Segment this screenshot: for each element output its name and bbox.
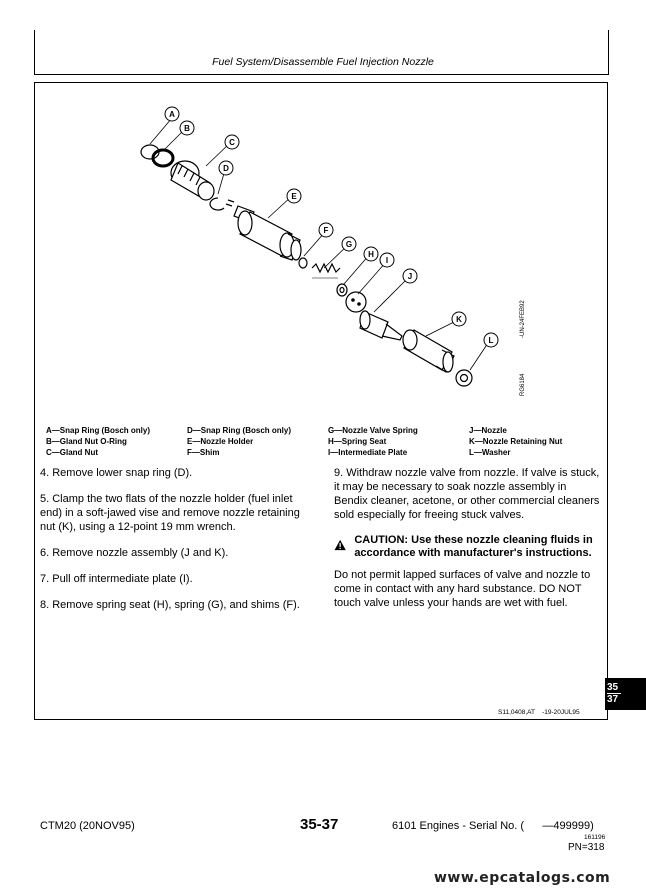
- legend-col-2: [187, 425, 291, 458]
- part-k-retaining-nut: [403, 330, 454, 372]
- section-tab: [605, 678, 646, 710]
- footer-manual-code: CTM20 (20NOV95): [40, 820, 135, 832]
- caution-text: CAUTION: Use these nozzle cleaning fluids in accordance with manufacturer's instructions.: [354, 534, 593, 559]
- legend-col-1: [46, 425, 150, 458]
- svg-text:E: E: [291, 192, 297, 201]
- legend-col-3: [328, 425, 418, 458]
- footer-page-number: 35-37: [300, 816, 339, 833]
- footer-code: 161196: [584, 834, 606, 841]
- header-rule: [34, 74, 609, 75]
- website-watermark[interactable]: www.epcatalogs.com: [434, 870, 611, 886]
- legend-item: C—Gland Nut: [46, 448, 98, 457]
- legend-col-4: [469, 425, 562, 458]
- step-7: 7. Pull off intermediate plate (I).: [40, 573, 193, 585]
- part-c-gland-nut: [171, 161, 214, 200]
- svg-text:L: L: [488, 336, 494, 345]
- panel-code: S11,0408,AT -19-20JUL95: [498, 709, 580, 716]
- figure-ref-date: -UN-24FEB92: [520, 300, 526, 338]
- legend-item: J—Nozzle: [469, 426, 507, 435]
- exploded-nozzle-diagram: [120, 100, 540, 410]
- legend-item: B—Gland Nut O-Ring: [46, 437, 127, 446]
- legend-item: K—Nozzle Retaining Nut: [469, 437, 563, 446]
- svg-text:B: B: [184, 124, 190, 133]
- section-title: Fuel System/Disassemble Fuel Injection Nozzle: [212, 56, 434, 68]
- callout-i: [380, 253, 394, 267]
- warning-triangle-icon: [334, 534, 346, 556]
- svg-text:C: C: [229, 138, 235, 147]
- figure-ref-code: RG6184: [520, 373, 526, 396]
- callout-f: [319, 223, 333, 237]
- part-h-spring-seat: [337, 284, 347, 296]
- legend-item: H—Spring Seat: [328, 437, 387, 446]
- svg-text:G: G: [345, 240, 353, 249]
- legend-item: E—Nozzle Holder: [187, 437, 254, 446]
- footer-engine-serial: 6101 Engines - Serial No. ( —499999): [392, 820, 594, 832]
- callout-d: [219, 161, 233, 175]
- left-steps: [40, 466, 315, 624]
- step-6: 6. Remove nozzle assembly (J and K).: [40, 547, 229, 559]
- step-4: 4. Remove lower snap ring (D).: [40, 467, 193, 479]
- callout-l: [484, 333, 498, 347]
- fuel-note: Do not permit lapped surfaces of valve and nozzle to come in contact with any hard substance. DO NOT touch valve unless your hands are wet with fuel.: [334, 569, 591, 609]
- tab-section-number: 35: [607, 682, 621, 694]
- part-j-nozzle: [360, 311, 402, 340]
- svg-text:F: F: [323, 226, 329, 235]
- callout-g: [342, 237, 356, 251]
- part-l-washer: [456, 370, 472, 386]
- part-i-intermediate-plate: [346, 292, 366, 312]
- part-b-oring: [153, 150, 173, 166]
- svg-text:J: J: [407, 272, 413, 281]
- step-5: 5. Clamp the two flats of the nozzle holder (fuel inlet end) in a soft-jawed vise and remove nozzle retaining nut (K), using a 12-point 19 mm wrench.: [40, 493, 300, 533]
- caution-block: [334, 534, 600, 560]
- legend-item: F—Shim: [187, 448, 220, 457]
- callout-c: [225, 135, 239, 149]
- legend-item: I—Intermediate Plate: [328, 448, 408, 457]
- part-f-shim: [299, 258, 307, 268]
- legend-item: A—Snap Ring (Bosch only): [46, 426, 150, 435]
- part-e-nozzle-holder: [226, 200, 301, 260]
- legend-item: G—Nozzle Valve Spring: [328, 426, 418, 435]
- tab-page-number: 37: [607, 694, 619, 705]
- callout-h: [364, 247, 378, 261]
- svg-text:I: I: [385, 256, 389, 265]
- svg-text:K: K: [456, 315, 462, 324]
- callout-b: [180, 121, 194, 135]
- legend-item: L—Washer: [469, 448, 511, 457]
- right-steps: [334, 466, 600, 622]
- step-8: 8. Remove spring seat (H), spring (G), and shims (F).: [40, 599, 300, 611]
- legend-item: D—Snap Ring (Bosch only): [187, 426, 291, 435]
- callout-a: [165, 107, 179, 121]
- callout-j: [403, 269, 417, 283]
- svg-text:A: A: [169, 110, 175, 119]
- svg-text:D: D: [223, 164, 229, 173]
- callout-e: [287, 189, 301, 203]
- callout-k: [452, 312, 466, 326]
- svg-text:H: H: [368, 250, 374, 259]
- step-9: 9. Withdraw nozzle valve from nozzle. If valve is stuck, it may be necessary to soak nozzle assembly in Bendix cleaner, acetone, or other commercial cleaners sold especially for freeing stuck valves.: [334, 467, 600, 521]
- part-d-snap-ring: [210, 198, 224, 210]
- footer-pn: PN=318: [568, 842, 605, 853]
